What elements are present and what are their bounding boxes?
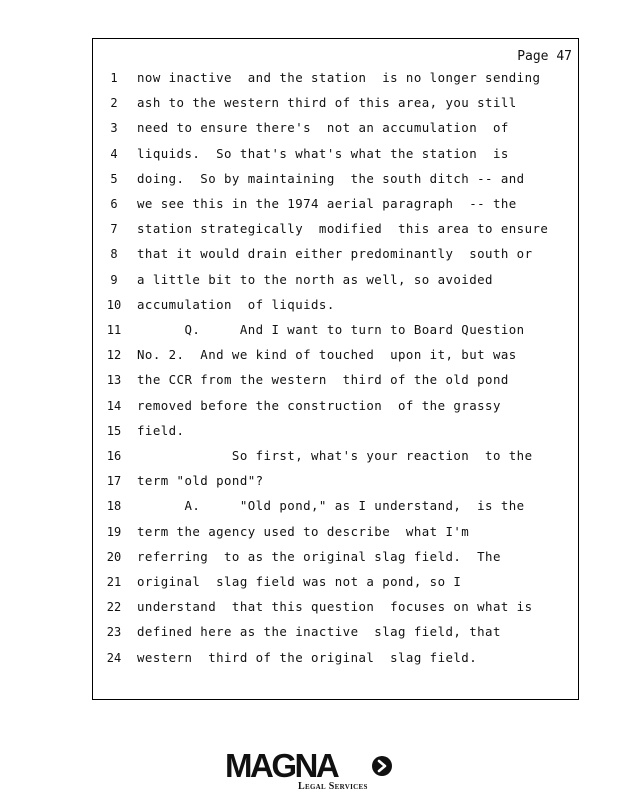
- magna-logo: [225, 748, 395, 796]
- line-number: 14: [106, 398, 122, 413]
- line-number: 4: [110, 146, 118, 161]
- line-number: 13: [106, 373, 122, 388]
- transcript-line: [92, 119, 579, 139]
- line-text: that it would drain either predominantly south or: [137, 246, 533, 262]
- line-number: 5: [110, 171, 118, 186]
- line-text: need to ensure there's not an accumulation of: [137, 120, 509, 136]
- transcript-line: [92, 271, 579, 291]
- line-text: term "old pond"?: [137, 473, 264, 489]
- transcript-line: [92, 220, 579, 240]
- transcript-line: [92, 296, 579, 316]
- line-number: 9: [110, 272, 118, 287]
- transcript-line: [92, 195, 579, 215]
- line-number: 17: [106, 474, 122, 489]
- transcript-line: [92, 623, 579, 643]
- transcript-line: [92, 649, 579, 669]
- transcript-line: [92, 346, 579, 366]
- line-number: 19: [106, 524, 122, 539]
- line-number: 1: [110, 71, 118, 85]
- transcript-line: [92, 472, 579, 492]
- line-text: doing. So by maintaining the south ditch -- and: [137, 170, 525, 186]
- line-text: ash to the western third of this area, you still: [137, 95, 517, 111]
- line-number: 23: [106, 625, 122, 640]
- transcript-line: [92, 170, 579, 190]
- line-number: 15: [106, 423, 122, 438]
- line-text: Q. And I want to turn to Board Question: [137, 322, 525, 337]
- line-text: now inactive and the station is no longer sending: [137, 70, 541, 85]
- transcript-line: [92, 598, 579, 618]
- line-text: field.: [137, 422, 185, 438]
- line-number: 20: [106, 549, 122, 564]
- transcript-line: [92, 397, 579, 417]
- transcript-line: [92, 497, 579, 517]
- logo-subtitle: Legal Services: [298, 781, 368, 792]
- line-text: a little bit to the north as well, so avoided: [137, 271, 493, 287]
- transcript-line: [92, 523, 579, 543]
- line-text: station strategically modified this area to ensure: [137, 221, 549, 237]
- line-number: 11: [106, 323, 122, 337]
- line-text: original slag field was not a pond, so I: [137, 574, 462, 589]
- transcript-line: [92, 548, 579, 568]
- line-number: 12: [106, 348, 122, 363]
- line-number: 6: [110, 197, 118, 211]
- chevron-circle-icon: [371, 755, 393, 777]
- line-text: the CCR from the western third of the old pond: [137, 372, 509, 388]
- transcript-line: [92, 94, 579, 114]
- line-number: 21: [106, 575, 122, 589]
- line-text: western third of the original slag field.: [137, 649, 478, 665]
- transcript-line: [92, 245, 579, 265]
- transcript-line: [92, 145, 579, 165]
- logo-wordmark: MAGNA: [225, 747, 338, 784]
- line-number: 8: [110, 247, 118, 262]
- line-number: 22: [106, 600, 122, 615]
- line-text: So first, what's your reaction to the: [137, 448, 533, 463]
- transcript-line: [92, 422, 579, 442]
- line-number: 16: [106, 449, 122, 463]
- line-number: 10: [106, 297, 122, 312]
- line-text: we see this in the 1974 aerial paragraph -- the: [137, 196, 517, 211]
- line-text: No. 2. And we kind of touched upon it, but was: [137, 347, 517, 363]
- transcript-line: [92, 573, 579, 593]
- line-text: accumulation of liquids.: [137, 296, 335, 312]
- line-number: 3: [110, 121, 118, 136]
- line-number: 7: [110, 222, 118, 237]
- transcript-line: [92, 447, 579, 467]
- line-text: liquids. So that's what's what the station is: [137, 145, 509, 161]
- line-text: term the agency used to describe what I'm: [137, 523, 470, 539]
- transcript-line: [92, 321, 579, 341]
- line-text: defined here as the inactive slag field, that: [137, 624, 501, 640]
- transcript-line: [92, 371, 579, 391]
- line-text: removed before the construction of the grassy: [137, 397, 501, 413]
- transcript-line: [92, 69, 579, 89]
- line-text: A. "Old pond," as I understand, is the: [137, 498, 525, 514]
- line-number: 24: [106, 650, 122, 665]
- line-number: 2: [110, 96, 118, 111]
- line-text: understand that this question focuses on what is: [137, 599, 533, 615]
- page-number: Page 47: [517, 49, 572, 64]
- line-number: 18: [106, 499, 122, 514]
- line-text: referring to as the original slag field. The: [137, 548, 501, 564]
